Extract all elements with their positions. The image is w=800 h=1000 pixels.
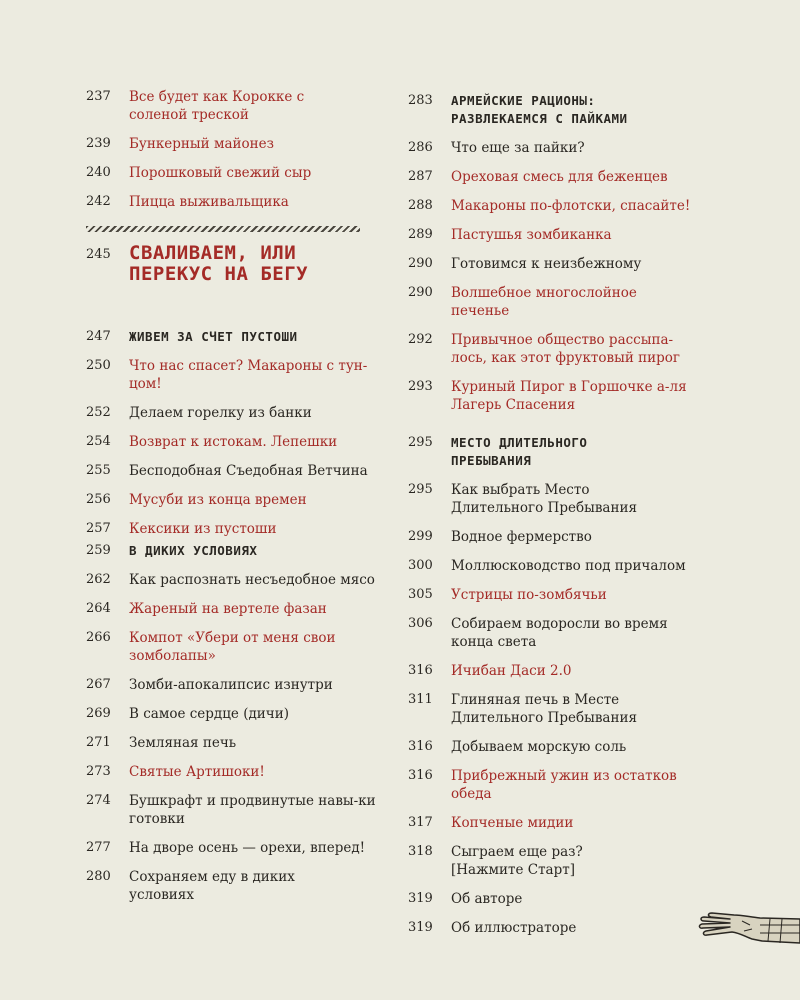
page-number: 237 <box>86 89 111 104</box>
toc-item[interactable] <box>408 557 738 575</box>
toc-title: Мусуби из конца времен <box>129 492 307 508</box>
page-number: 316 <box>408 663 433 678</box>
toc-item[interactable] <box>408 378 708 414</box>
page-number: 305 <box>408 587 433 602</box>
page-number: 266 <box>86 630 111 645</box>
zombie-hand-icon <box>690 905 800 951</box>
page-number: 311 <box>408 692 433 707</box>
toc-item[interactable] <box>86 520 416 538</box>
toc-item[interactable] <box>86 193 416 211</box>
toc-title: Готовимся к неизбежному <box>451 256 642 272</box>
toc-title: Святые Артишоки! <box>129 764 265 780</box>
page-number: 255 <box>86 463 111 478</box>
toc-title: Прибрежный ужин из остатков обеда <box>451 768 677 802</box>
page-number: 264 <box>86 601 111 616</box>
toc-item[interactable] <box>86 734 416 752</box>
toc-item[interactable] <box>408 168 738 186</box>
toc-item[interactable] <box>408 528 738 546</box>
toc-item[interactable] <box>408 434 658 470</box>
toc-item[interactable] <box>408 481 678 517</box>
toc-item[interactable] <box>408 843 608 879</box>
toc-item[interactable] <box>86 600 416 618</box>
page-number: 262 <box>86 572 111 587</box>
toc-item[interactable] <box>86 705 416 723</box>
toc-group-right-1 <box>408 92 738 425</box>
page-number: 274 <box>86 793 111 808</box>
section-title: АРМЕЙСКИЕ РАЦИОНЫ: РАЗВЛЕКАЕМСЯ С ПАЙКАМИ <box>451 93 628 126</box>
page-number: 288 <box>408 198 433 213</box>
page-number: 242 <box>86 194 111 209</box>
page-number: 299 <box>408 529 433 544</box>
page-number: 295 <box>408 482 433 497</box>
toc-group-left-1 <box>86 328 416 549</box>
page-number: 256 <box>86 492 111 507</box>
page-number: 319 <box>408 920 433 935</box>
toc-title: Водное фермерство <box>451 529 592 545</box>
toc-item[interactable] <box>408 767 708 803</box>
toc-title: Жареный на вертеле фазан <box>129 601 327 617</box>
toc-item[interactable] <box>86 164 416 182</box>
toc-title: Зомби-апокалипсис изнутри <box>129 677 333 693</box>
toc-title: Бесподобная Съедобная Ветчина <box>129 463 368 479</box>
page-number: 300 <box>408 558 433 573</box>
toc-title: Сохраняем еду в диких условиях <box>129 869 295 903</box>
toc-item[interactable] <box>86 243 326 285</box>
page-number: 287 <box>408 169 433 184</box>
toc-title: Бушкрафт и продвинутые навы-ки готовки <box>129 793 376 827</box>
toc-item[interactable] <box>86 135 416 153</box>
toc-title: Земляная печь <box>129 735 237 751</box>
toc-item[interactable] <box>408 814 738 832</box>
toc-title: Что нас спасет? Макароны с тун-цом! <box>129 358 368 392</box>
toc-title: Делаем горелку из банки <box>129 405 312 421</box>
section-title: ЖИВЕМ ЗА СЧЕТ ПУСТОШИ <box>129 329 298 344</box>
toc-item[interactable] <box>408 890 738 908</box>
toc-item[interactable] <box>408 691 658 727</box>
toc-title: Как распознать несъедобное мясо <box>129 572 375 588</box>
page-number: 306 <box>408 616 433 631</box>
toc-title: Копченые мидии <box>451 815 574 831</box>
toc-item[interactable] <box>86 462 416 480</box>
page-number: 316 <box>408 768 433 783</box>
page-number: 293 <box>408 379 433 394</box>
toc-item[interactable] <box>408 284 668 320</box>
page-number: 286 <box>408 140 433 155</box>
toc-item[interactable] <box>86 839 416 857</box>
page-number: 289 <box>408 227 433 242</box>
toc-item[interactable] <box>408 331 698 367</box>
page-number: 257 <box>86 521 111 536</box>
chapter-title: СВАЛИВАЕМ, ИЛИ ПЕРЕКУС НА БЕГУ <box>129 242 309 285</box>
page-number: 247 <box>86 329 111 344</box>
toc-item[interactable] <box>408 226 738 244</box>
page-number: 280 <box>86 869 111 884</box>
toc-title: Бункерный майонез <box>129 136 274 152</box>
page-number: 239 <box>86 136 111 151</box>
page-number: 273 <box>86 764 111 779</box>
page-number: 254 <box>86 434 111 449</box>
toc-title: Ичибан Даси 2.0 <box>451 663 572 679</box>
toc-item[interactable] <box>408 139 738 157</box>
toc-title: Кексики из пустоши <box>129 521 277 537</box>
toc-group-left-top <box>86 88 416 222</box>
toc-title: Ореховая смесь для беженцев <box>451 169 668 185</box>
toc-title: Макароны по-флотски, спасайте! <box>451 198 691 214</box>
page-number: 252 <box>86 405 111 420</box>
toc-title: Собираем водоросли во время конца света <box>451 616 668 650</box>
toc-item[interactable] <box>408 586 738 604</box>
toc-title: Сыграем еще раз? [Нажмите Старт] <box>451 844 583 878</box>
toc-title: Глиняная печь в Месте Длительного Пребывания <box>451 692 637 726</box>
toc-item[interactable] <box>408 738 738 756</box>
toc-title: Устрицы по-зомбячьи <box>451 587 607 603</box>
toc-item[interactable] <box>408 662 738 680</box>
toc-title: В самое сердце (дичи) <box>129 706 289 722</box>
toc-item[interactable] <box>408 197 738 215</box>
toc-title: Добываем морскую соль <box>451 739 627 755</box>
toc-title: Порошковый свежий сыр <box>129 165 312 181</box>
toc-group-right-2 <box>408 434 738 948</box>
toc-item[interactable] <box>86 571 376 589</box>
page-number: 271 <box>86 735 111 750</box>
page-number: 277 <box>86 840 111 855</box>
page-number: 318 <box>408 844 433 859</box>
toc-title: Что еще за пайки? <box>451 140 585 156</box>
toc-item[interactable] <box>86 404 416 422</box>
toc-title: Об иллюстраторе <box>451 920 577 936</box>
toc-item[interactable] <box>86 676 416 694</box>
page-number: 290 <box>408 256 433 271</box>
page-number: 250 <box>86 358 111 373</box>
page-number: 316 <box>408 739 433 754</box>
toc-item[interactable] <box>86 328 416 346</box>
toc-item[interactable] <box>86 88 366 124</box>
toc-title: Об авторе <box>451 891 523 907</box>
page-number: 267 <box>86 677 111 692</box>
toc-title: Привычное общество рассыпа-лось, как этот фруктовый пирог <box>451 332 680 366</box>
page-number: 240 <box>86 165 111 180</box>
page-number: 245 <box>86 247 111 262</box>
toc-item[interactable] <box>408 92 648 128</box>
toc-chapter-heading <box>86 243 416 296</box>
toc-item[interactable] <box>86 491 416 509</box>
toc-title: Все будет как Корокке с соленой треской <box>129 89 305 123</box>
page-number: 319 <box>408 891 433 906</box>
toc-item[interactable] <box>408 919 738 937</box>
toc-title: Компот «Убери от меня свои зомболапы» <box>129 630 336 664</box>
section-title: МЕСТО ДЛИТЕЛЬНОГО ПРЕБЫВАНИЯ <box>451 435 588 468</box>
toc-group-left-2 <box>86 542 416 915</box>
toc-title: Пицца выживальщика <box>129 194 289 210</box>
toc-item[interactable] <box>86 868 336 904</box>
page-number: 292 <box>408 332 433 347</box>
page-number: 290 <box>408 285 433 300</box>
toc-item[interactable] <box>86 357 376 393</box>
toc-item[interactable] <box>86 763 416 781</box>
toc-item[interactable] <box>86 542 416 560</box>
toc-item[interactable] <box>408 255 738 273</box>
hatched-divider <box>86 226 360 232</box>
toc-title: Возврат к истокам. Лепешки <box>129 434 338 450</box>
toc-item[interactable] <box>86 433 416 451</box>
toc-title: Волшебное многослойное печенье <box>451 285 637 319</box>
page-number: 269 <box>86 706 111 721</box>
toc-item[interactable] <box>408 615 688 651</box>
toc-title: На дворе осень — орехи, вперед! <box>129 840 366 856</box>
toc-title: Моллюсководство под причалом <box>451 558 686 574</box>
toc-title: Как выбрать Место Длительного Пребывания <box>451 482 637 516</box>
toc-title: Куриный Пирог в Горшочке а-ля Лагерь Спасения <box>451 379 687 413</box>
toc-item[interactable] <box>86 629 376 665</box>
page-number: 283 <box>408 93 433 108</box>
toc-title: Пастушья зомбиканка <box>451 227 612 243</box>
page-number: 259 <box>86 543 111 558</box>
section-title: В ДИКИХ УСЛОВИЯХ <box>129 543 258 558</box>
toc-item[interactable] <box>86 792 376 828</box>
page-number: 317 <box>408 815 433 830</box>
page-number: 295 <box>408 435 433 450</box>
